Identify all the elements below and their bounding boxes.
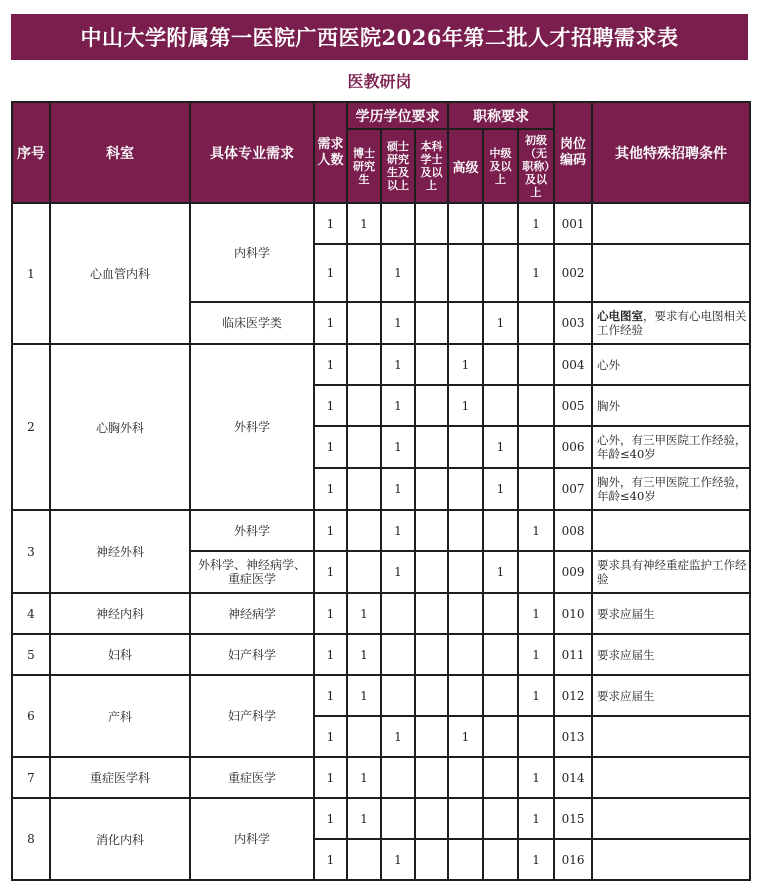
header-edu-group: 学历学位要求 <box>347 102 448 129</box>
cell-title-junior: 1 <box>518 757 554 798</box>
header-edu-bachelor: 本科学士及以上 <box>415 129 448 203</box>
cell-cond: 要求应届生 <box>592 634 750 675</box>
cond-text: ，要求有心电图相关工作经验 <box>597 309 747 337</box>
cell-cond: 心外 <box>592 344 750 385</box>
cell-no: 8 <box>12 798 50 880</box>
cell-count: 1 <box>314 302 347 344</box>
cell-edu-master <box>381 593 415 634</box>
cell-code: 011 <box>554 634 592 675</box>
cell-title-senior <box>448 551 483 593</box>
cell-edu-bachelor <box>415 839 448 880</box>
header-title-senior: 高级 <box>448 129 483 203</box>
cell-edu-bachelor <box>415 510 448 551</box>
cell-edu-bachelor <box>415 344 448 385</box>
cell-title-junior: 1 <box>518 244 554 302</box>
cell-dept: 神经外科 <box>50 510 190 593</box>
cell-cond <box>592 510 750 551</box>
cell-code: 016 <box>554 839 592 880</box>
cell-title-junior: 1 <box>518 675 554 716</box>
cell-edu-master: 1 <box>381 426 415 468</box>
table-row <box>12 344 750 385</box>
cell-title-mid <box>483 757 518 798</box>
cell-edu-bachelor <box>415 468 448 510</box>
table-row <box>12 634 750 675</box>
cell-edu-phd <box>347 468 381 510</box>
cell-title-senior <box>448 798 483 839</box>
cell-no: 4 <box>12 593 50 634</box>
cell-spec: 外科学 <box>190 510 314 551</box>
cell-count: 1 <box>314 798 347 839</box>
cell-count: 1 <box>314 468 347 510</box>
cell-dept: 心血管内科 <box>50 203 190 344</box>
cell-code: 007 <box>554 468 592 510</box>
cell-title-senior <box>448 634 483 675</box>
cell-title-mid <box>483 675 518 716</box>
cell-title-senior <box>448 839 483 880</box>
cell-count: 1 <box>314 757 347 798</box>
cell-title-junior <box>518 468 554 510</box>
header-title-group: 职称要求 <box>448 102 554 129</box>
cell-edu-phd <box>347 510 381 551</box>
cell-title-junior: 1 <box>518 798 554 839</box>
header-count: 需求人数 <box>314 102 347 203</box>
cell-edu-bachelor <box>415 757 448 798</box>
page-title: 中山大学附属第一医院广西医院2026年第二批人才招聘需求表 <box>11 14 748 60</box>
cell-edu-phd <box>347 716 381 757</box>
cell-count: 1 <box>314 675 347 716</box>
cell-edu-master <box>381 634 415 675</box>
cell-title-junior: 1 <box>518 203 554 244</box>
cell-cond: 要求应届生 <box>592 675 750 716</box>
cell-title-mid <box>483 634 518 675</box>
cell-cond: 胸外 <box>592 385 750 426</box>
cell-no: 1 <box>12 203 50 344</box>
table-row <box>12 675 750 716</box>
cell-spec: 重症医学 <box>190 757 314 798</box>
cell-title-senior <box>448 426 483 468</box>
cell-no: 7 <box>12 757 50 798</box>
cell-spec: 内科学 <box>190 798 314 880</box>
header-dept: 科室 <box>50 102 190 203</box>
cell-edu-phd <box>347 244 381 302</box>
cell-title-mid <box>483 244 518 302</box>
cell-code: 003 <box>554 302 592 344</box>
cell-edu-master <box>381 203 415 244</box>
cell-title-senior <box>448 244 483 302</box>
cell-edu-bachelor <box>415 244 448 302</box>
cell-count: 1 <box>314 203 347 244</box>
cell-dept: 重症医学科 <box>50 757 190 798</box>
cell-title-mid: 1 <box>483 302 518 344</box>
cell-edu-master: 1 <box>381 510 415 551</box>
cell-code: 013 <box>554 716 592 757</box>
cell-title-senior <box>448 203 483 244</box>
cell-edu-phd <box>347 551 381 593</box>
table-row <box>12 510 750 551</box>
header-edu-master: 硕士研究生及以上 <box>381 129 415 203</box>
header-title-mid: 中级及以上 <box>483 129 518 203</box>
cell-title-senior <box>448 468 483 510</box>
cell-title-junior <box>518 385 554 426</box>
cell-title-mid <box>483 798 518 839</box>
cell-title-senior <box>448 593 483 634</box>
cell-cond <box>592 716 750 757</box>
cell-title-junior: 1 <box>518 839 554 880</box>
cell-title-senior: 1 <box>448 385 483 426</box>
cell-spec: 妇产科学 <box>190 634 314 675</box>
cell-title-senior <box>448 675 483 716</box>
cell-code: 008 <box>554 510 592 551</box>
cell-cond: 要求应届生 <box>592 593 750 634</box>
recruitment-table <box>11 101 751 881</box>
cell-no: 6 <box>12 675 50 757</box>
cell-cond: 要求具有神经重症监护工作经验 <box>592 551 750 593</box>
cell-cond <box>592 757 750 798</box>
cell-edu-master <box>381 675 415 716</box>
cell-count: 1 <box>314 426 347 468</box>
cell-spec: 神经病学 <box>190 593 314 634</box>
cell-edu-bachelor <box>415 716 448 757</box>
cell-title-mid: 1 <box>483 468 518 510</box>
cell-dept: 产科 <box>50 675 190 757</box>
cell-spec: 外科学、神经病学、重症医学 <box>190 551 314 593</box>
cell-edu-master <box>381 757 415 798</box>
cell-count: 1 <box>314 593 347 634</box>
cell-title-junior <box>518 302 554 344</box>
cell-edu-phd: 1 <box>347 798 381 839</box>
cell-no: 2 <box>12 344 50 510</box>
header-no: 序号 <box>12 102 50 203</box>
cell-count: 1 <box>314 839 347 880</box>
cell-no: 3 <box>12 510 50 593</box>
cell-cond <box>592 798 750 839</box>
cell-edu-bachelor <box>415 634 448 675</box>
cell-code: 009 <box>554 551 592 593</box>
cell-title-mid: 1 <box>483 426 518 468</box>
cell-title-mid <box>483 510 518 551</box>
cell-code: 010 <box>554 593 592 634</box>
cell-edu-phd: 1 <box>347 634 381 675</box>
cell-edu-phd: 1 <box>347 593 381 634</box>
cell-edu-master: 1 <box>381 244 415 302</box>
cell-edu-bachelor <box>415 593 448 634</box>
cell-spec: 临床医学类 <box>190 302 314 344</box>
cell-title-senior <box>448 757 483 798</box>
cell-title-junior: 1 <box>518 634 554 675</box>
cell-edu-master: 1 <box>381 344 415 385</box>
cell-title-senior <box>448 302 483 344</box>
cell-spec: 妇产科学 <box>190 675 314 757</box>
cell-code: 002 <box>554 244 592 302</box>
cell-count: 1 <box>314 510 347 551</box>
cell-count: 1 <box>314 716 347 757</box>
cell-code: 005 <box>554 385 592 426</box>
cell-spec: 内科学 <box>190 203 314 302</box>
cell-edu-bachelor <box>415 203 448 244</box>
cell-title-senior <box>448 510 483 551</box>
cell-dept: 妇科 <box>50 634 190 675</box>
cell-edu-phd: 1 <box>347 757 381 798</box>
page-subtitle: 医教研岗 <box>347 71 412 91</box>
cell-edu-phd <box>347 426 381 468</box>
cell-no: 5 <box>12 634 50 675</box>
table-row <box>12 203 750 244</box>
header-spec: 具体专业需求 <box>190 102 314 203</box>
cell-cond <box>592 302 750 344</box>
cell-edu-phd <box>347 302 381 344</box>
cell-title-junior <box>518 426 554 468</box>
header-title-junior: 初级（无职称）及以上 <box>518 129 554 203</box>
cell-code: 001 <box>554 203 592 244</box>
cell-code: 015 <box>554 798 592 839</box>
cell-title-mid <box>483 203 518 244</box>
cell-code: 012 <box>554 675 592 716</box>
cell-count: 1 <box>314 385 347 426</box>
cell-edu-master: 1 <box>381 468 415 510</box>
cell-title-mid <box>483 839 518 880</box>
cell-cond: 胸外，有三甲医院工作经验，年龄≤40岁 <box>592 468 750 510</box>
cell-edu-phd <box>347 839 381 880</box>
cell-dept: 神经内科 <box>50 593 190 634</box>
cell-dept: 消化内科 <box>50 798 190 880</box>
cell-edu-bachelor <box>415 385 448 426</box>
cell-count: 1 <box>314 551 347 593</box>
cell-title-mid <box>483 344 518 385</box>
header-code: 岗位编码 <box>554 102 592 203</box>
cell-cond <box>592 244 750 302</box>
cell-edu-phd: 1 <box>347 675 381 716</box>
cell-edu-phd <box>347 385 381 426</box>
cell-edu-bachelor <box>415 675 448 716</box>
table-row <box>12 757 750 798</box>
cell-count: 1 <box>314 634 347 675</box>
cell-title-mid <box>483 593 518 634</box>
cell-title-junior: 1 <box>518 510 554 551</box>
cell-edu-bachelor <box>415 302 448 344</box>
cell-title-junior <box>518 551 554 593</box>
cond-highlight: 心电图室 <box>597 309 644 323</box>
cell-edu-master <box>381 798 415 839</box>
cell-edu-bachelor <box>415 551 448 593</box>
cell-title-mid: 1 <box>483 551 518 593</box>
cell-edu-master: 1 <box>381 302 415 344</box>
cell-title-mid <box>483 385 518 426</box>
cell-title-mid <box>483 716 518 757</box>
cell-count: 1 <box>314 244 347 302</box>
table-row <box>12 593 750 634</box>
cell-count: 1 <box>314 344 347 385</box>
cell-title-senior: 1 <box>448 716 483 757</box>
cell-edu-master: 1 <box>381 839 415 880</box>
cell-cond <box>592 839 750 880</box>
cell-title-junior <box>518 716 554 757</box>
header-cond: 其他特殊招聘条件 <box>592 102 750 203</box>
cell-cond <box>592 203 750 244</box>
cell-edu-master: 1 <box>381 385 415 426</box>
cell-edu-master: 1 <box>381 551 415 593</box>
cell-spec: 外科学 <box>190 344 314 510</box>
cell-edu-phd <box>347 344 381 385</box>
cell-dept: 心胸外科 <box>50 344 190 510</box>
cell-edu-bachelor <box>415 426 448 468</box>
cell-edu-master: 1 <box>381 716 415 757</box>
cell-code: 004 <box>554 344 592 385</box>
cell-title-junior: 1 <box>518 593 554 634</box>
cell-code: 006 <box>554 426 592 468</box>
cell-edu-bachelor <box>415 798 448 839</box>
cell-cond: 心外，有三甲医院工作经验，年龄≤40岁 <box>592 426 750 468</box>
cell-title-senior: 1 <box>448 344 483 385</box>
cell-edu-phd: 1 <box>347 203 381 244</box>
cell-code: 014 <box>554 757 592 798</box>
table-row <box>12 798 750 839</box>
header-edu-phd: 博士研究生 <box>347 129 381 203</box>
cell-title-junior <box>518 344 554 385</box>
